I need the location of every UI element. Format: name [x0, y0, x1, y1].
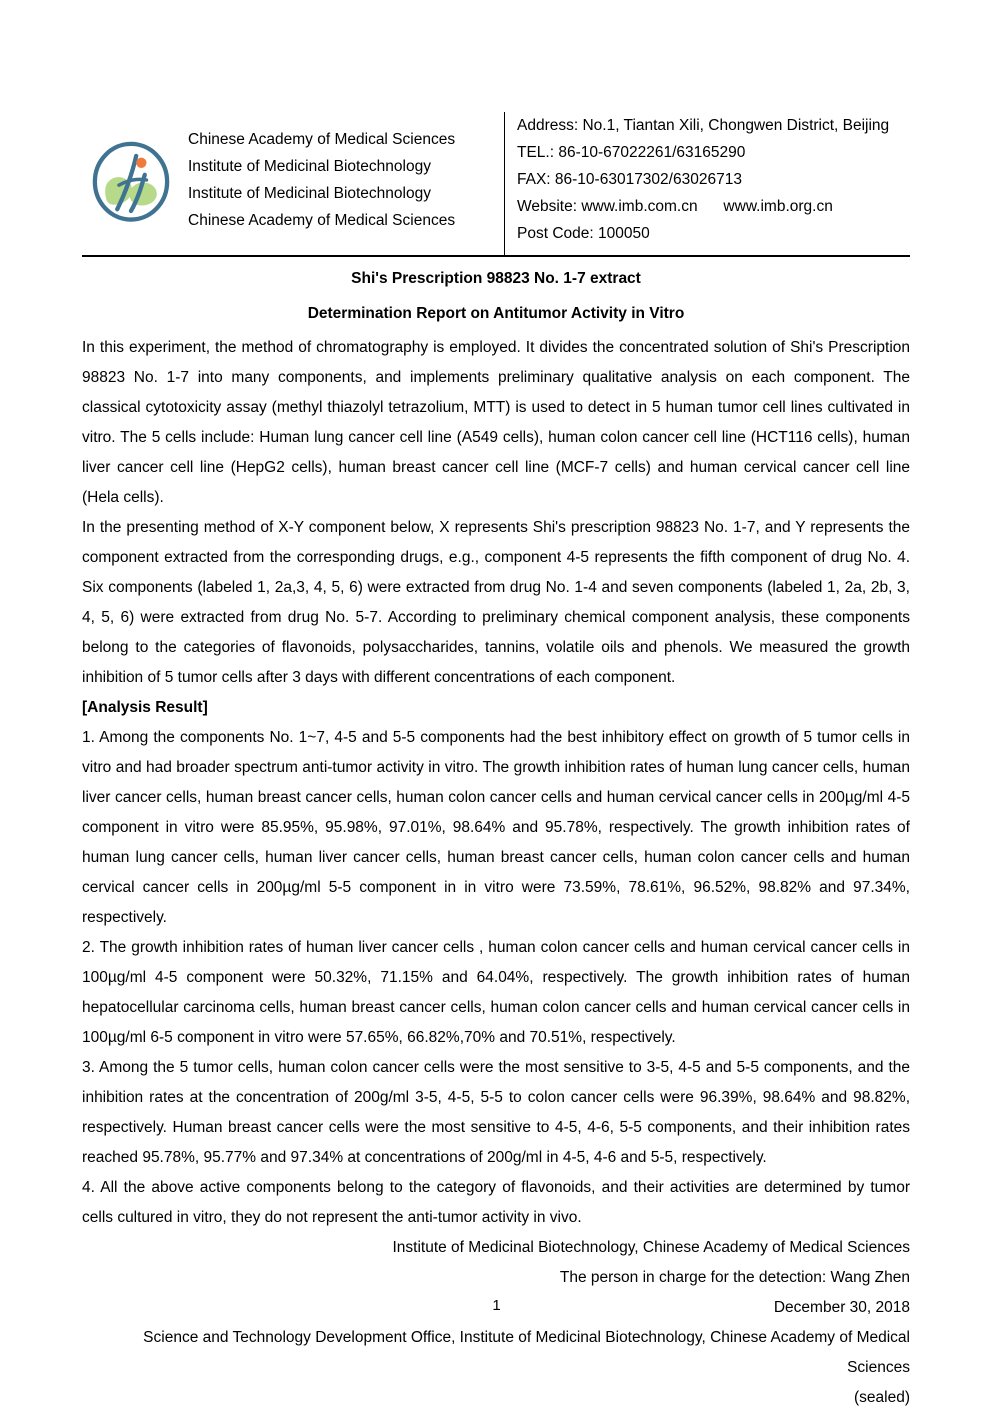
organization-name-lines	[188, 126, 455, 234]
signature-institute: Institute of Medicinal Biotechnology, Chinese Academy of Medical Sciences	[392, 1239, 910, 1256]
signature-office: Science and Technology Development Office, Institute of Medicinal Biotechnology, Chinese Academy of Medical Sciences	[143, 1329, 910, 1376]
title-line-1: Shi's Prescription 98823 No. 1-7 extract	[351, 270, 641, 287]
signature-seal-note: (sealed)	[854, 1389, 910, 1406]
analysis-item-1: 1. Among the components No. 1~7, 4-5 and 5-5 components had the best inhibitory effect on growth of 5 tumor cells in vitro and had broader spectrum anti-tumor activity in vitro. The growth inhibition rates of human lung cancer cells, human liver cancer cells, human breast cancer cells, human colon cancer cells and human cervical cancer cells in 200µg/ml 4-5 component in vitro were 85.95%, 95.98%, 97.01%, 98.64% and 95.78%, respectively. The growth inhibition rates of human lung cancer cells, human liver cancer cells, human breast cancer cells, human colon cancer cells and human cervical cancer cells in 200µg/ml 5-5 component in in vitro were 73.59%, 78.61%, 96.52%, 98.82% and 97.34%, respectively.	[82, 729, 910, 926]
page-number: 1	[492, 1297, 501, 1314]
analysis-result-heading: [Analysis Result]	[82, 699, 208, 716]
contact-telephone: TEL.: 86-10-67022261/63165290	[517, 144, 746, 161]
analysis-item-2: 2. The growth inhibition rates of human liver cancer cells , human colon cancer cells and human cervical cancer cells in 100µg/ml 4-5 component were 50.32%, 71.15% and 64.04%, respectively. The growth inhibition rates of human hepatocellular carcinoma cells, human breast cancer cells, human colon cancer cells and human cervical cancer cells in 100µg/ml 6-5 component in vitro were 57.65%, 66.82%,70% and 70.51%, respectively.	[82, 939, 910, 1046]
org-line-2: Institute of Medicinal Biotechnology	[188, 157, 431, 175]
org-line-3: Institute of Medicinal Biotechnology	[188, 184, 431, 202]
letterhead-contact-block	[504, 112, 910, 255]
document-page	[82, 0, 910, 1404]
org-line-1: Chinese Academy of Medical Sciences	[188, 130, 456, 148]
paragraph-method: In this experiment, the method of chromatography is employed. It divides the concentrated solution of Shi's Prescription 98823 No. 1-7 into many components, and implements preliminary qualitative analysis on each component. The classical cytotoxicity assay (methyl thiazolyl tetrazolium, MTT) is used to detect in 5 human tumor cell lines cultivated in vitro. The 5 cells include: Human lung cancer cell line (A549 cells), human colon cancer cell line (HCT116 cells), human liver cancer cell line (HepG2 cells), human breast cancer cell line (MCF-7 cells) and human cervical cancer cell line (Hela cells).	[82, 339, 910, 506]
contact-fax: FAX: 86-10-63017302/63026713	[517, 171, 742, 188]
letterhead-header	[82, 0, 910, 257]
report-body	[82, 333, 910, 1233]
contact-address: Address: No.1, Tiantan Xili, Chongwen District, Beijing	[517, 117, 890, 134]
contact-post-code: Post Code: 100050	[517, 225, 650, 242]
title-line-2: Determination Report on Antitumor Activity in Vitro	[307, 305, 685, 322]
paragraph-notation: In the presenting method of X-Y component below, X represents Shi's prescription 98823 No. 1-7, and Y represents the component extracted from the corresponding drugs, e.g., component 4-5 represents the fifth component of drug No. 4. Six components (labeled 1, 2a,3, 4, 5, 6) were extracted from drug No. 1-4 and seven components (labeled 1, 2a, 2b, 3, 4, 5, 6) were extracted from drug No. 5-7. According to preliminary chemical component analysis, these components belong to the categories of flavonoids, polysaccharides, tannins, volatile oils and phenols. We measured the growth inhibition of 5 tumor cells after 3 days with different concentrations of each component.	[82, 519, 910, 686]
signature-date: December 30, 2018	[773, 1299, 910, 1316]
analysis-item-3: 3. Among the 5 tumor cells, human colon cancer cells were the most sensitive to 3-5, 4-5 and 5-5 components, and the inhibition rates at the concentration of 200g/ml 3-5, 4-5, 5-5 to colon cancer cells were 96.39%, 98.64% and 98.82%, respectively. Human breast cancer cells were the most sensitive to 4-5, 4-6, 5-5 components, and their inhibition rates reached 95.78%, 95.77% and 97.34% at concentrations of 200g/ml in 4-5, 4-6 and 5-5, respectively.	[82, 1059, 910, 1166]
org-line-4: Chinese Academy of Medical Sciences	[188, 211, 456, 229]
imb-cams-circular-logo-icon	[88, 137, 174, 223]
contact-website[interactable]: Website: www.imb.com.cn www.imb.org.cn	[517, 198, 833, 215]
signature-person-in-charge: The person in charge for the detection: Wang Zhen	[559, 1269, 910, 1286]
page-title	[82, 265, 910, 327]
signature-block	[82, 1233, 910, 1413]
letterhead-org-block	[82, 112, 504, 255]
analysis-item-4: 4. All the above active components belong to the category of flavonoids, and their activities are determined by tumor cells cultured in vitro, they do not represent the anti-tumor activity in vivo.	[82, 1179, 910, 1226]
